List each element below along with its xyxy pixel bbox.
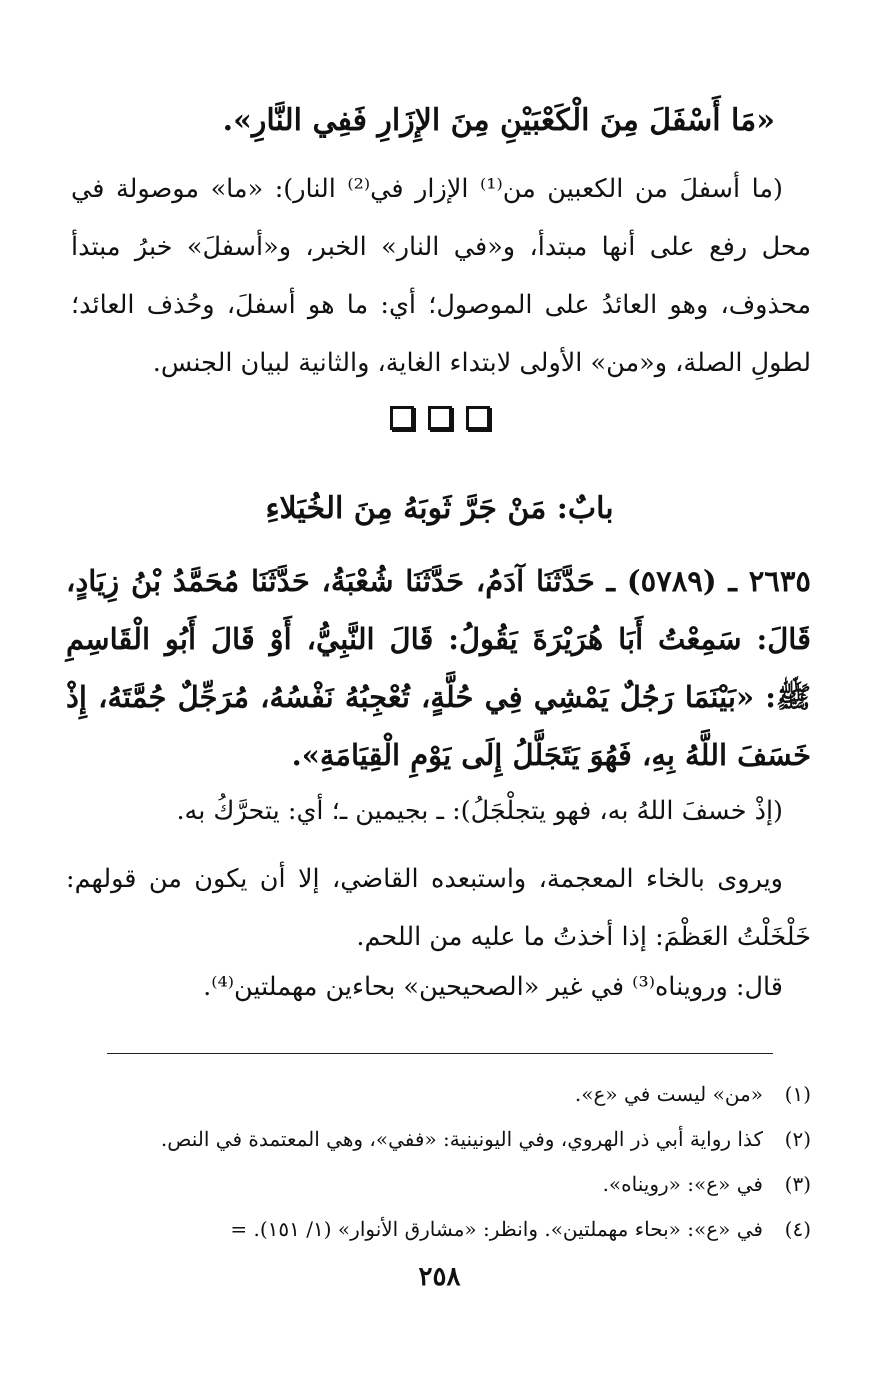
footnote (66, 1117, 811, 1162)
footnote-text: «من» ليست في «ع». (574, 1082, 763, 1106)
commentary-paragraph: (ما أسفلَ من الكعبين من⁽¹⁾ الإزار في⁽²⁾ النار): «ما» موصولة في محل رفع على أنها مبتدأ، و«في النار» الخبر، و«أسفلَ» خبرُ مبتدأ محذوف، وهو العائدُ على الموصول؛ أي: ما هو أسفلَ، وحُذف العائد؛ لطولِ الصلة، و«من» الأولى لابتداء الغاية، والثانية لبيان الجنس. (71, 174, 811, 378)
divider-square-icon (390, 406, 414, 430)
footnote-separator (107, 1053, 773, 1054)
divider-square-icon (466, 406, 490, 430)
footnote-number: (٢) (784, 1127, 811, 1151)
footnote-text: في «ع»: «رويناه». (602, 1172, 763, 1196)
chapter-heading: بابٌ: مَنْ جَرَّ ثَوبَهُ مِنَ الخُيَلاءِ (265, 491, 614, 526)
footnote-text: كذا رواية أبي ذر الهروي، وفي اليونينية: «ففي»، وهي المعتمدة في النص. (160, 1127, 763, 1151)
explanation-paragraph: ويروى بالخاء المعجمة، واستبعده القاضي، إلا أن يكون من قولهم: خَلْخَلْتُ العَظْمَ: إذا أخذتُ ما عليه من اللحم. (66, 864, 811, 952)
footnote (66, 1162, 811, 1207)
hadith-paragraph: ٢٦٣٥ ـ (٥٧٨٩) ـ حَدَّثَنَا آدَمُ، حَدَّثَنَا شُعْبَةُ، حَدَّثَنَا مُحَمَّدُ بْنُ زِيَادٍ، قَالَ: سَمِعْتُ أَبَا هُرَيْرَةَ يَقُولُ: قَالَ النَّبِيُّ، أَوْ قَالَ أَبُو الْقَاسِمِ ﷺ: «بَيْنَمَا رَجُلٌ يَمْشِي فِي حُلَّةٍ، تُعْجِبُهُ نَفْسُهُ، مُرَجِّلٌ جُمَّتَهُ، إِذْ خَسَفَ اللَّهُ بِهِ، فَهُوَ يَتَجَلَّلُ إِلَى يَوْمِ الْقِيَامَةِ». (66, 564, 812, 772)
footnote (66, 1207, 811, 1252)
footnote-number: (٤) (784, 1217, 811, 1241)
hadith-text-continuation: «مَا أَسْفَلَ مِنَ الْكَعْبَيْنِ مِنَ الإِزَارِ فَفِي النَّارِ». (222, 103, 775, 138)
footnote-text: في «ع»: «بحاء مهملتين». وانظر: «مشارق الأنوار» (١/ ١٥١). = (230, 1217, 763, 1241)
explanation-line-2: قال: ورويناه⁽³⁾ في غير «الصحيحين» بحاءين مهملتين⁽⁴⁾. (203, 972, 783, 1002)
footnote (66, 1072, 811, 1117)
divider-square-icon (428, 406, 452, 430)
section-divider (0, 406, 879, 436)
explanation-line: (إذْ خسفَ اللهُ به، فهو يتجلْجَلُ): ـ بجيمين ـ؛ أي: يتحرَّكُ به. (176, 796, 783, 826)
footnotes (66, 1072, 811, 1252)
footnote-number: (١) (784, 1082, 811, 1106)
footnote-number: (٣) (784, 1172, 811, 1196)
page-number: ٢٥٨ (418, 1262, 461, 1292)
